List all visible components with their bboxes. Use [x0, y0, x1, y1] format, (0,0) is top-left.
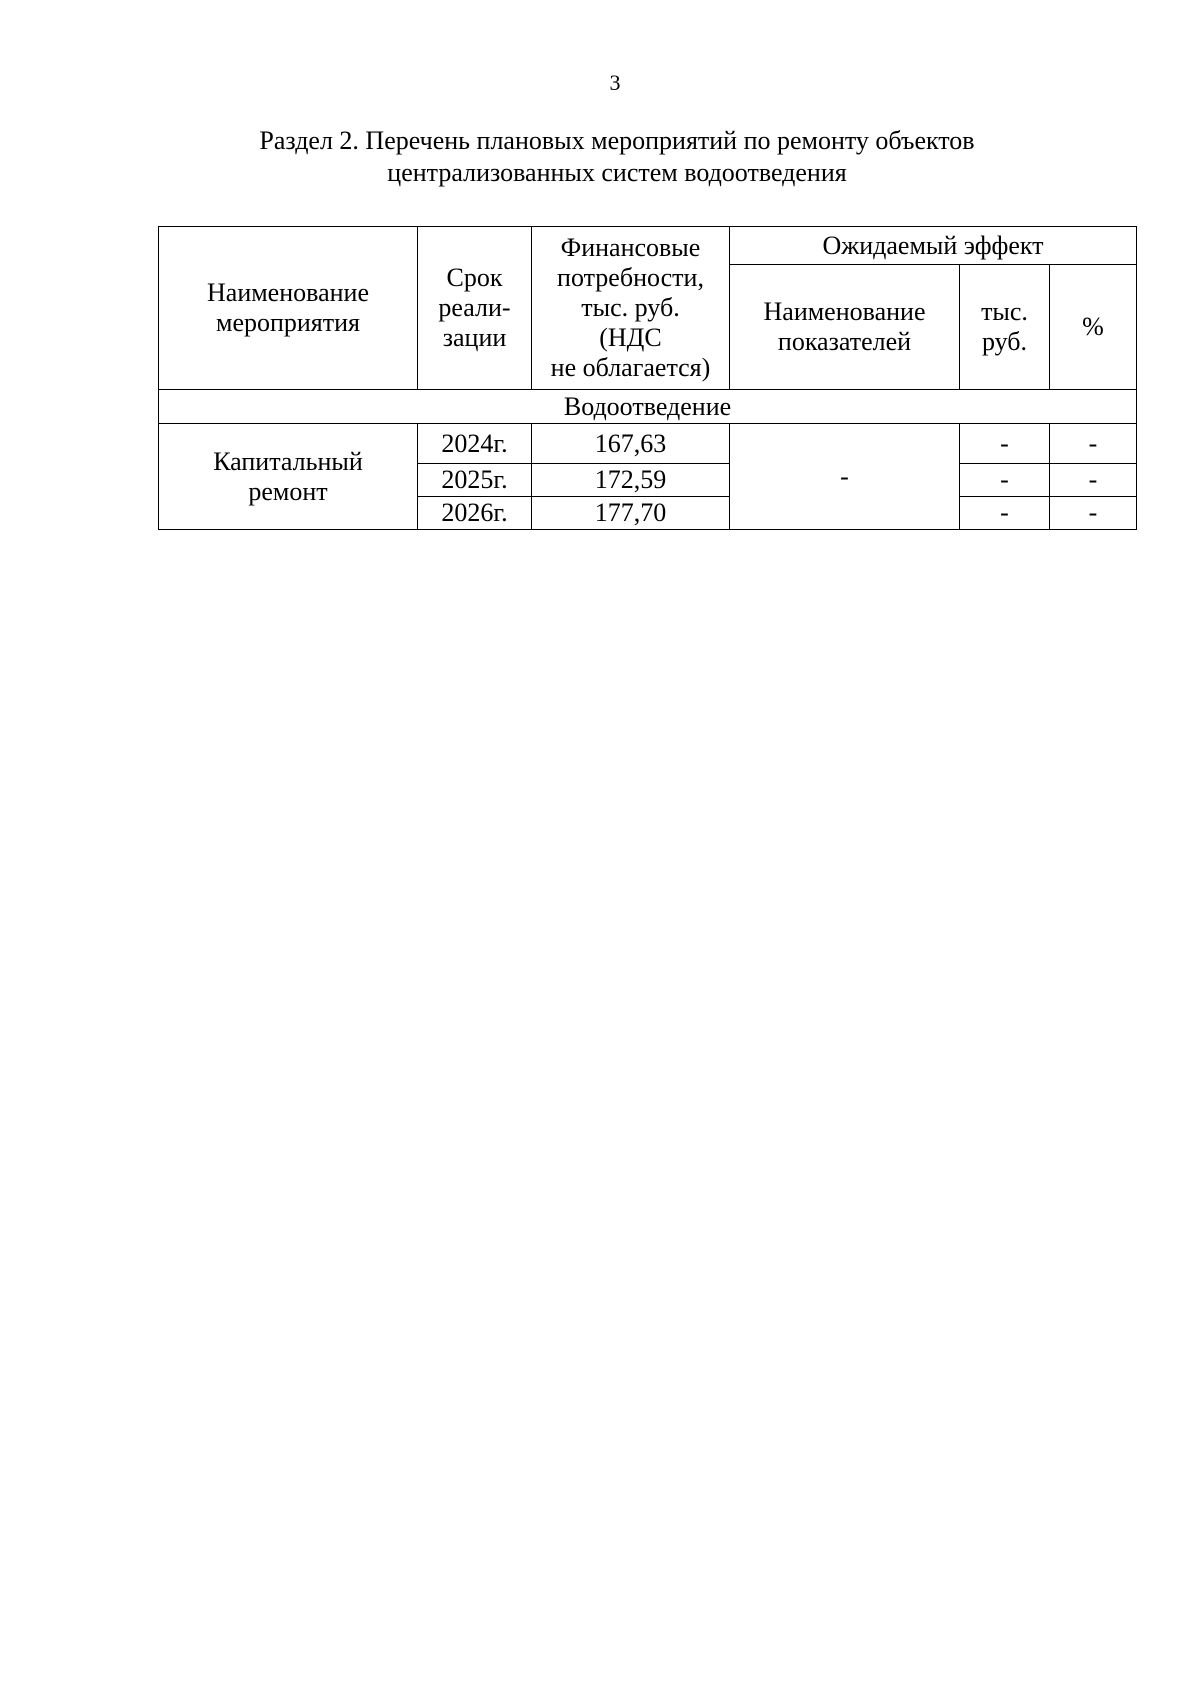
header-text: руб. [981, 327, 1028, 356]
thousand-rub-cell: - [960, 424, 1050, 464]
header-text: показателей [777, 327, 912, 356]
amount-cell: 172,59 [532, 464, 730, 497]
header-text: зации [442, 323, 507, 352]
header-expected-effect: Ожидаемый эффект [730, 227, 1137, 265]
group-row-water-disposal: Водоотведение [159, 390, 1137, 424]
header-activity-name [159, 227, 418, 390]
header-text: Наименование [763, 297, 926, 326]
header-text: тыс. руб. [581, 293, 680, 322]
table-row [159, 424, 1137, 464]
percent-cell: - [1050, 497, 1137, 530]
year-cell: 2025г. [418, 464, 532, 497]
header-text: не облагается) [550, 353, 711, 382]
header-text: реали- [438, 293, 511, 322]
header-finance [532, 227, 730, 390]
repair-plan-table [158, 226, 1137, 530]
section-title [158, 125, 1076, 189]
activity-text: ремонт [248, 476, 328, 506]
header-text: тыс. [981, 297, 1028, 326]
header-text: Срок [446, 263, 503, 292]
header-term [418, 227, 532, 390]
thousand-rub-cell: - [960, 497, 1050, 530]
amount-cell: 167,63 [532, 424, 730, 464]
activity-name-cell [159, 424, 418, 530]
activity-text: Капитальный [213, 446, 363, 476]
year-cell: 2026г. [418, 497, 532, 530]
header-percent: % [1050, 265, 1137, 390]
header-text: мероприятия [215, 308, 360, 337]
year-cell: 2024г. [418, 424, 532, 464]
indicator-cell: - [730, 424, 960, 530]
header-thousand-rub [960, 265, 1050, 390]
page-number: 3 [609, 70, 621, 95]
header-text: потребности, [557, 263, 704, 292]
section-title-line: централизованных систем водоотведения [387, 158, 847, 187]
header-text: Финансовые [560, 233, 701, 262]
amount-cell: 177,70 [532, 497, 730, 530]
percent-cell: - [1050, 464, 1137, 497]
header-text: Наименование [207, 278, 369, 307]
header-text: (НДС [599, 323, 662, 352]
thousand-rub-cell: - [960, 464, 1050, 497]
percent-cell: - [1050, 424, 1137, 464]
header-indicators [730, 265, 960, 390]
section-title-line: Раздел 2. Перечень плановых мероприятий по ремонту объектов [259, 126, 975, 155]
